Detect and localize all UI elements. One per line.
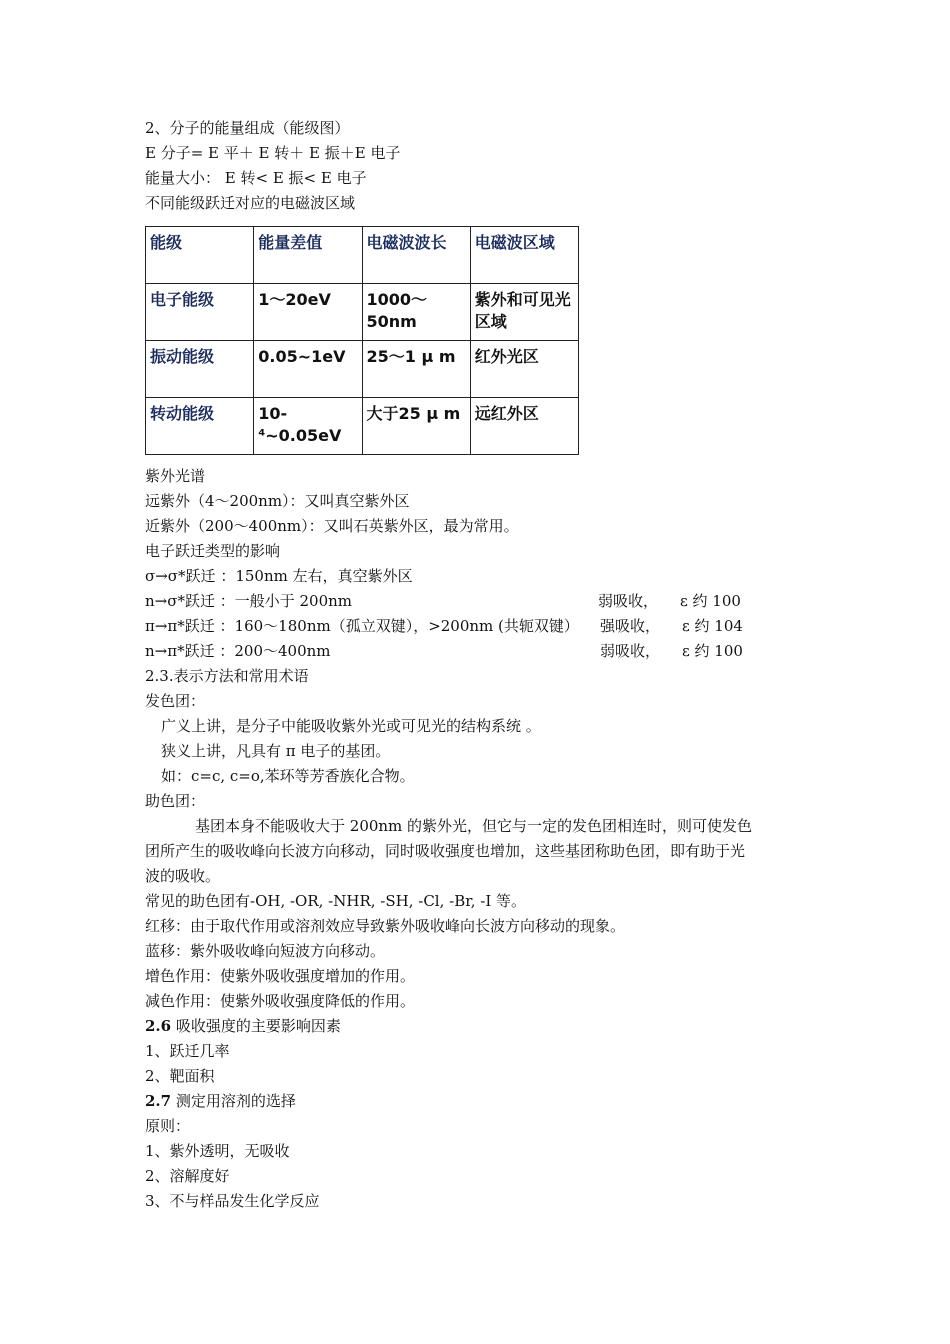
table-row: [146, 398, 579, 455]
table-cell: 10-⁴~0.05eV: [254, 398, 362, 455]
table-header-cell: 电磁波区域: [470, 227, 578, 284]
section-text: 测定用溶剂的选择: [171, 1092, 296, 1110]
transition-n-sigma: n→σ*跃迁 ：一般小于 200nm: [145, 592, 353, 610]
far-uv-line: 远紫外（4～200nm）：又叫真空紫外区: [145, 492, 410, 510]
table-caption: 不同能级跃迁对应的电磁波区域: [145, 194, 356, 212]
auxochrome-title: 助色团：: [145, 792, 206, 810]
table-cell: 远红外区: [470, 398, 578, 455]
absorption-label: 强吸收，: [600, 617, 661, 635]
section-number: 2.6: [145, 1017, 172, 1035]
table-header-cell: 能级: [146, 227, 254, 284]
uv-spectrum-title: 紫外光谱: [145, 467, 206, 485]
auxochrome-paragraph-line: 团所产生的吸收峰向长波方向移动，同时吸收强度也增加，这些基团称助色团，即有助于光: [145, 842, 746, 860]
energy-level-table: [145, 226, 579, 455]
blue-shift-line: 蓝移：紫外吸收峰向短波方向移动。: [145, 942, 386, 960]
factor-item: 2、靶面积: [145, 1067, 215, 1085]
table-cell: 红外光区: [470, 341, 578, 398]
auxochrome-paragraph-line: 基团本身不能吸收大于 200nm 的紫外光，但它与一定的发色团相连时，则可使发色: [195, 817, 753, 835]
epsilon-value: ε 约 100: [680, 592, 741, 610]
table-cell: 紫外和可见光区域: [470, 284, 578, 341]
table-header-cell: 能量差值: [254, 227, 362, 284]
energy-formula: E 分子= E 平＋ E 转＋ E 振＋E 电子: [145, 144, 401, 162]
epsilon-value: ε 约 104: [682, 617, 743, 635]
section-text: 吸收强度的主要影响因素: [171, 1017, 341, 1035]
factor-item: 1、跃迁几率: [145, 1042, 230, 1060]
principle-title: 原则：: [145, 1117, 191, 1135]
table-header-row: [146, 227, 579, 284]
hyperchromic-line: 增色作用：使紫外吸收强度增加的作用。: [145, 967, 416, 985]
table-row: [146, 284, 579, 341]
section-2-6-title: [145, 1016, 341, 1036]
table-cell: 电子能级: [146, 284, 254, 341]
chromophore-title: 发色团：: [145, 692, 206, 710]
table-cell: 大于25 μ m: [362, 398, 470, 455]
auxochrome-paragraph-line: 波的吸收。: [145, 867, 221, 885]
section-2-3-title: 2.3.表示方法和常用术语: [145, 667, 309, 685]
transition-pi-pi: π→π*跃迁 ：160～180nm（孤立双键），>200nm (共轭双键）: [145, 617, 579, 635]
section-2-7-title: [145, 1091, 296, 1111]
near-uv-line: 近紫外（200～400nm）：又叫石英紫外区，最为常用。: [145, 517, 519, 535]
absorption-label: 弱吸收，: [598, 592, 659, 610]
table-cell: 1～20eV: [254, 284, 362, 341]
chromophore-narrow: 狭义上讲，凡具有 π 电子的基团。: [161, 742, 391, 760]
table-cell: 转动能级: [146, 398, 254, 455]
energy-order: 能量大小： E 转< E 振< E 电子: [145, 169, 367, 187]
table-row: [146, 341, 579, 398]
table-cell: 25～1 μ m: [362, 341, 470, 398]
hypochromic-line: 减色作用：使紫外吸收强度降低的作用。: [145, 992, 416, 1010]
chromophore-broad: 广义上讲，是分子中能吸收紫外光或可见光的结构系统 。: [161, 717, 541, 735]
chromophore-example: 如：c=c, c=o,苯环等芳香族化合物。: [161, 767, 415, 785]
table-cell: 振动能级: [146, 341, 254, 398]
section-title-energy: 2、分子的能量组成（能级图）: [145, 119, 350, 137]
section-number: 2.7: [145, 1092, 172, 1110]
principle-item: 1、紫外透明，无吸收: [145, 1142, 290, 1160]
table-cell: 1000～50nm: [362, 284, 470, 341]
absorption-label: 弱吸收，: [600, 642, 661, 660]
transition-sigma-sigma: σ→σ*跃迁 ：150nm 左右，真空紫外区: [145, 567, 413, 585]
red-shift-line: 红移：由于取代作用或溶剂效应导致紫外吸收峰向长波方向移动的现象。: [145, 917, 626, 935]
table-cell: 0.05~1eV: [254, 341, 362, 398]
principle-item: 2、溶解度好: [145, 1167, 230, 1185]
transition-n-pi: n→π*跃迁 ：200～400nm: [145, 642, 331, 660]
table-header-cell: 电磁波波长: [362, 227, 470, 284]
transition-title: 电子跃迁类型的影响: [145, 542, 281, 560]
principle-item: 3、不与样品发生化学反应: [145, 1192, 320, 1210]
epsilon-value: ε 约 100: [682, 642, 743, 660]
common-auxochromes: 常见的助色团有-OH, -OR, -NHR, -SH, -Cl, -Br, -I 等。: [145, 892, 527, 910]
